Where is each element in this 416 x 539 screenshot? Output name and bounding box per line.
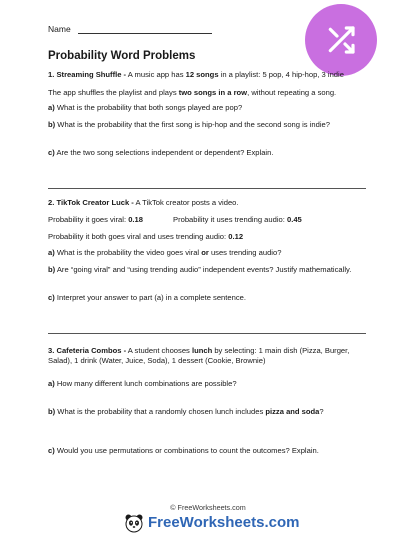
problem-2-both-probability	[48, 232, 370, 242]
question-label: c)	[48, 446, 55, 455]
problem-2-heading: TikTok Creator Luck -	[56, 198, 134, 207]
question-label: a)	[48, 379, 55, 388]
shuffle-icon	[325, 24, 357, 56]
question-label: b)	[48, 265, 56, 274]
question-label: b)	[48, 120, 56, 129]
question-label: a)	[48, 248, 55, 257]
viral-value: 0.18	[128, 215, 143, 224]
question-or: or	[201, 248, 209, 257]
problem-1-setup	[48, 88, 370, 98]
problem-2-intro	[48, 198, 370, 208]
problem-2-trending-probability	[173, 215, 373, 225]
question-label: c)	[48, 293, 55, 302]
problem-3-intro-text: A student chooses	[126, 346, 192, 355]
problem-2-number: 2.	[48, 198, 55, 207]
question-text-2: ?	[319, 407, 324, 416]
trending-value: 0.45	[286, 215, 302, 224]
problem-3-intro-text-2: by selecting: 1 main dish (Pizza, Burger, Salad), 1 drink (Water, Juice, Soda), 1 dessert (Cookie, Brownie)	[48, 346, 350, 366]
problem-2-question-a	[48, 248, 370, 258]
name-line	[78, 33, 212, 34]
problem-3-number: 3.	[48, 346, 55, 355]
problem-1-intro-text-2: in a playlist: 5 pop, 4 hip-hop, 3 indie	[218, 70, 344, 79]
question-text: Are “going viral” and “using trending audio” independent events? Justify mathematically.	[55, 265, 352, 274]
shuffle-badge	[305, 4, 377, 76]
footer-brand-text[interactable]: FreeWorksheets.com	[148, 514, 300, 531]
problem-3-question-a	[48, 379, 370, 389]
problem-1-question-a	[48, 103, 370, 113]
question-label: a)	[48, 103, 55, 112]
viral-label: Probability it goes viral:	[48, 215, 129, 224]
problem-1-intro-text: A music app has	[126, 70, 186, 79]
question-bold: pizza and soda	[265, 407, 320, 416]
question-text: What is the probability that the first song is hip-hop and the second song is indie?	[55, 120, 330, 129]
footer-copyright: © FreeWorksheets.com	[170, 503, 246, 512]
question-text: Are the two song selections independent or dependent? Explain.	[54, 148, 274, 157]
question-text: Interpret your answer to part (a) in a complete sentence.	[54, 293, 246, 302]
question-label: b)	[48, 407, 56, 416]
question-label: c)	[48, 148, 55, 157]
problem-1-number: 1.	[48, 70, 55, 79]
problem-1-setup-bold: two songs in a row	[178, 88, 248, 97]
problem-1-setup-text: The app shuffles the playlist and plays	[48, 88, 179, 97]
problem-1-intro	[48, 70, 370, 80]
problem-2-intro-text: A TikTok creator posts a video.	[133, 198, 239, 207]
problem-1-question-b	[48, 120, 370, 130]
question-text: What is the probability the video goes viral	[54, 248, 202, 257]
question-text: Would you use permutations or combinations to count the outcomes? Explain.	[54, 446, 319, 455]
problem-1-songs: 12 songs	[185, 70, 219, 79]
problem-1-heading: Streaming Shuffle -	[56, 70, 127, 79]
problem-2-question-b	[48, 265, 370, 275]
section-divider	[48, 188, 366, 189]
question-text: How many different lunch combinations are possible?	[54, 379, 237, 388]
problem-2-question-c	[48, 293, 370, 303]
question-text-2: uses trending audio?	[208, 248, 282, 257]
question-text: What is the probability that both songs played are pop?	[54, 103, 243, 112]
both-value: 0.12	[228, 232, 244, 241]
trending-label: Probability it uses trending audio:	[173, 215, 287, 224]
problem-3-question-c	[48, 446, 370, 456]
problem-1-question-c	[48, 148, 370, 158]
panda-logo-icon	[124, 513, 144, 533]
name-label: Name	[48, 24, 71, 34]
both-label: Probability it both goes viral and uses trending audio:	[48, 232, 229, 241]
worksheet-title: Probability Word Problems	[48, 50, 196, 62]
problem-3-intro	[48, 346, 370, 367]
question-text: What is the probability that a randomly chosen lunch includes	[55, 407, 266, 416]
problem-3-question-b	[48, 407, 370, 417]
problem-3-lunch: lunch	[191, 346, 213, 355]
problem-1-setup-text-2: , without repeating a song.	[247, 88, 337, 97]
section-divider	[48, 333, 366, 334]
problem-3-heading: Cafeteria Combos -	[56, 346, 127, 355]
